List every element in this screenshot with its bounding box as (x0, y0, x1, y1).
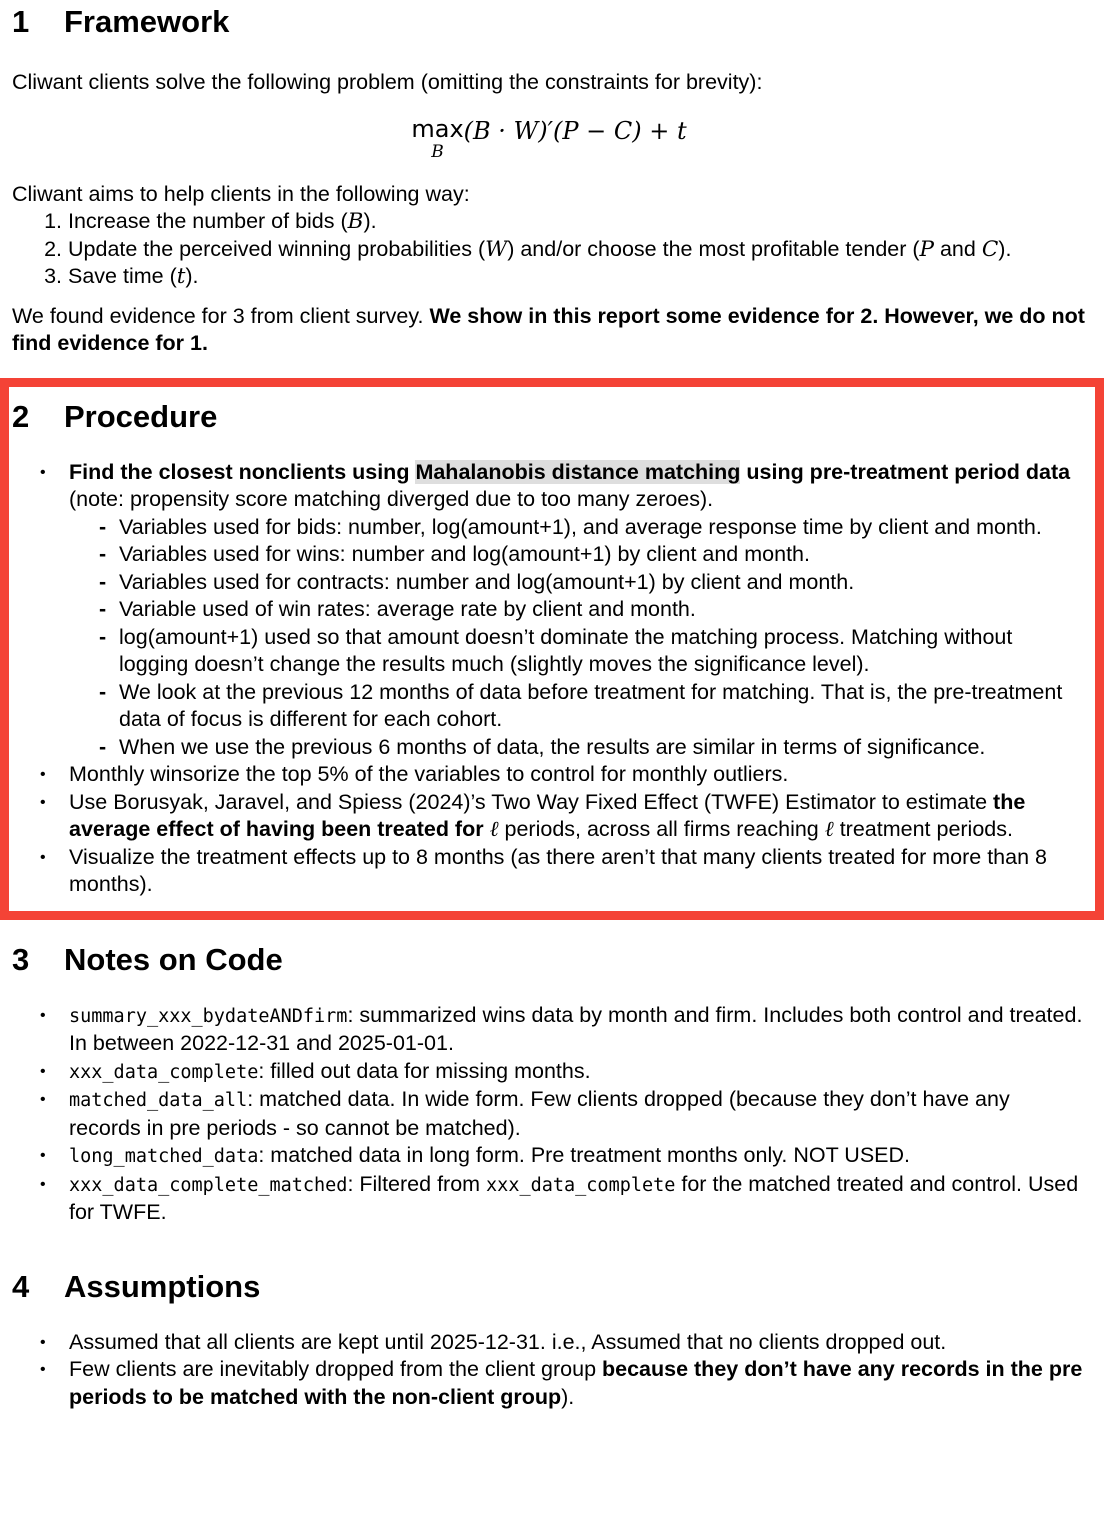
list-item (12, 1058, 1086, 1087)
text-run: Assumed that all clients are kept until 2025-12-31. i.e., Assumed that no clients dropped out. (69, 1329, 947, 1354)
max-subscript: B (431, 141, 444, 162)
text-run: Use Borusyak, Jaravel, and Spiess (2024)’s Two Way Fixed Effect (TWFE) Estimator to estimate (69, 789, 994, 814)
math-symbol: W (485, 236, 508, 262)
sub-item (69, 734, 1086, 762)
sub-item (69, 514, 1086, 542)
text-run: and (934, 236, 982, 261)
text-run: Visualize the treatment effects up to 8 months (as there aren’t that many clients treated for more than 8 months). (69, 844, 1047, 896)
text-run: : matched data in long form. Pre treatment months only. NOT USED. (258, 1143, 911, 1167)
sub-item (69, 624, 1086, 679)
objective-equation (12, 115, 1086, 161)
list-item (12, 1329, 1086, 1357)
bold-text: the average effect of having been treated for (69, 789, 1026, 841)
list-item (12, 459, 1086, 762)
text-run: Monthly winsorize the top 5% of the variables to control for monthly outliers. (69, 762, 789, 786)
text-run: Increase the number of bids ( (68, 209, 348, 233)
text-run: : matched data. In wide form. Few clients dropped (because they don’t have any records in pre periods - so cannot be matched). (69, 1087, 1010, 1140)
code-identifier: matched_data_all (69, 1090, 248, 1111)
text-run: : filled out data for missing months. (258, 1058, 591, 1083)
text-run: ). (561, 1384, 575, 1409)
math-symbol: t (176, 264, 186, 289)
assumptions-list (12, 1329, 1086, 1412)
text-run: : summarized wins data by month and firm. Includes both control and treated. In between 2022-12-31 and 2025-01-01. (69, 1002, 1083, 1055)
text-run: ). (185, 264, 199, 288)
code-identifier: long_matched_data (69, 1146, 259, 1167)
math-symbol: ℓ (824, 817, 834, 842)
aim-item (68, 208, 1086, 236)
list-item (12, 761, 1086, 789)
section-title: Assumptions (64, 1268, 261, 1304)
procedure-list (12, 459, 1086, 899)
section-procedure (12, 397, 1086, 899)
text-run: : Filtered from (347, 1171, 487, 1196)
sub-item (69, 596, 1086, 624)
text-run: Variables used for wins: number and log(amount+1) by client and month. (119, 542, 810, 566)
code-identifier: summary_xxx_bydateANDfirm (69, 1005, 348, 1027)
section-heading (12, 940, 1086, 980)
sub-item (69, 569, 1086, 597)
list-item (12, 1086, 1086, 1142)
text-run: for the matched treated and control. Used for TWFE. (69, 1171, 1079, 1224)
text-run: periods, across all firms reaching (498, 817, 825, 841)
text-run: ). (998, 236, 1012, 261)
text-run: We look at the previous 12 months of data before treatment for matching. That is, the pre-treatment data of focus is different for each cohort. (119, 679, 1063, 731)
text-run: Update the perceived winning probabilities ( (68, 236, 486, 261)
max-label: max (411, 114, 464, 143)
text-run: ) and/or choose the most profitable tender ( (507, 236, 920, 261)
bold-text: Find the closest nonclients using (69, 459, 416, 484)
sub-item (69, 541, 1086, 569)
section-framework (12, 2, 1086, 358)
text-run: Variables used for contracts: number and log(amount+1) by client and month. (119, 569, 855, 594)
text-run: When we use the previous 6 months of data, the results are similar in terms of significance. (119, 734, 986, 759)
section-title: Procedure (64, 398, 218, 434)
sub-item (69, 679, 1086, 734)
item-text (69, 460, 1070, 512)
intro-paragraph: Cliwant clients solve the following problem (omitting the constraints for brevity): (12, 70, 763, 94)
code-identifier: xxx_data_complete_matched (69, 1174, 348, 1196)
list-item (12, 789, 1086, 844)
section-title: Notes on Code (64, 941, 283, 977)
math-symbol: C (981, 236, 999, 262)
aim-item (68, 263, 1086, 291)
section-title: Framework (64, 4, 230, 39)
list-item (12, 1142, 1086, 1171)
section-assumptions (12, 1267, 1086, 1412)
section-heading (12, 2, 1086, 42)
bold-text: using pre-treatment period data (740, 459, 1071, 484)
section-number: 3 (12, 941, 30, 977)
aims-list (12, 208, 1086, 291)
section-heading (12, 1267, 1086, 1307)
text-run: Few clients are inevitably dropped from the client group (69, 1357, 602, 1381)
math-symbol: B (347, 209, 364, 234)
aim-item (68, 236, 1086, 264)
list-item (12, 1356, 1086, 1411)
text-run: Variable used of win rates: average rate by client and month. (119, 597, 696, 621)
section-number: 2 (12, 398, 30, 434)
section-number: 4 (12, 1268, 30, 1304)
highlight-frame-procedure (0, 378, 1104, 920)
closing-paragraph (12, 303, 1086, 358)
list-item (12, 844, 1086, 899)
notes-list (12, 1002, 1086, 1227)
math-symbol: P (919, 236, 934, 262)
list-item (12, 1171, 1086, 1227)
bold-text: because they don’t have any records in the pre periods to be matched with the non-client group (69, 1357, 1083, 1409)
section-heading (12, 397, 1086, 437)
bold-text: We show in this report some evidence for 2. However, we do not find evidence for 1. (12, 303, 1085, 355)
max-operator (411, 115, 463, 161)
text-run: (note: propensity score matching diverged due to too many zeroes). (69, 487, 714, 511)
text-run: log(amount+1) used so that amount doesn’t dominate the matching process. Matching without logging doesn’t change the results much (slightly moves the significance level). (119, 624, 1013, 676)
sub-list (69, 514, 1086, 762)
text-run: ). (363, 209, 377, 233)
code-identifier: xxx_data_complete (486, 1174, 676, 1196)
text-run: Variables used for bids: number, log(amount+1), and average response time by client and month. (119, 514, 1042, 539)
list-item (12, 1002, 1086, 1058)
section-number: 1 (12, 4, 30, 39)
math-symbol: ℓ (489, 817, 499, 842)
equation-body: (B · W)′(P − C) + t (463, 116, 687, 145)
text-run: treatment periods. (833, 817, 1013, 841)
text-run: We found evidence for 3 from client survey. (12, 303, 430, 328)
code-identifier: xxx_data_complete (69, 1061, 259, 1083)
section-notes-on-code (12, 940, 1086, 1227)
lead-paragraph: Cliwant aims to help clients in the following way: (12, 181, 470, 206)
text-run: Save time ( (68, 264, 177, 288)
highlighted-text: Mahalanobis distance matching (415, 459, 741, 484)
